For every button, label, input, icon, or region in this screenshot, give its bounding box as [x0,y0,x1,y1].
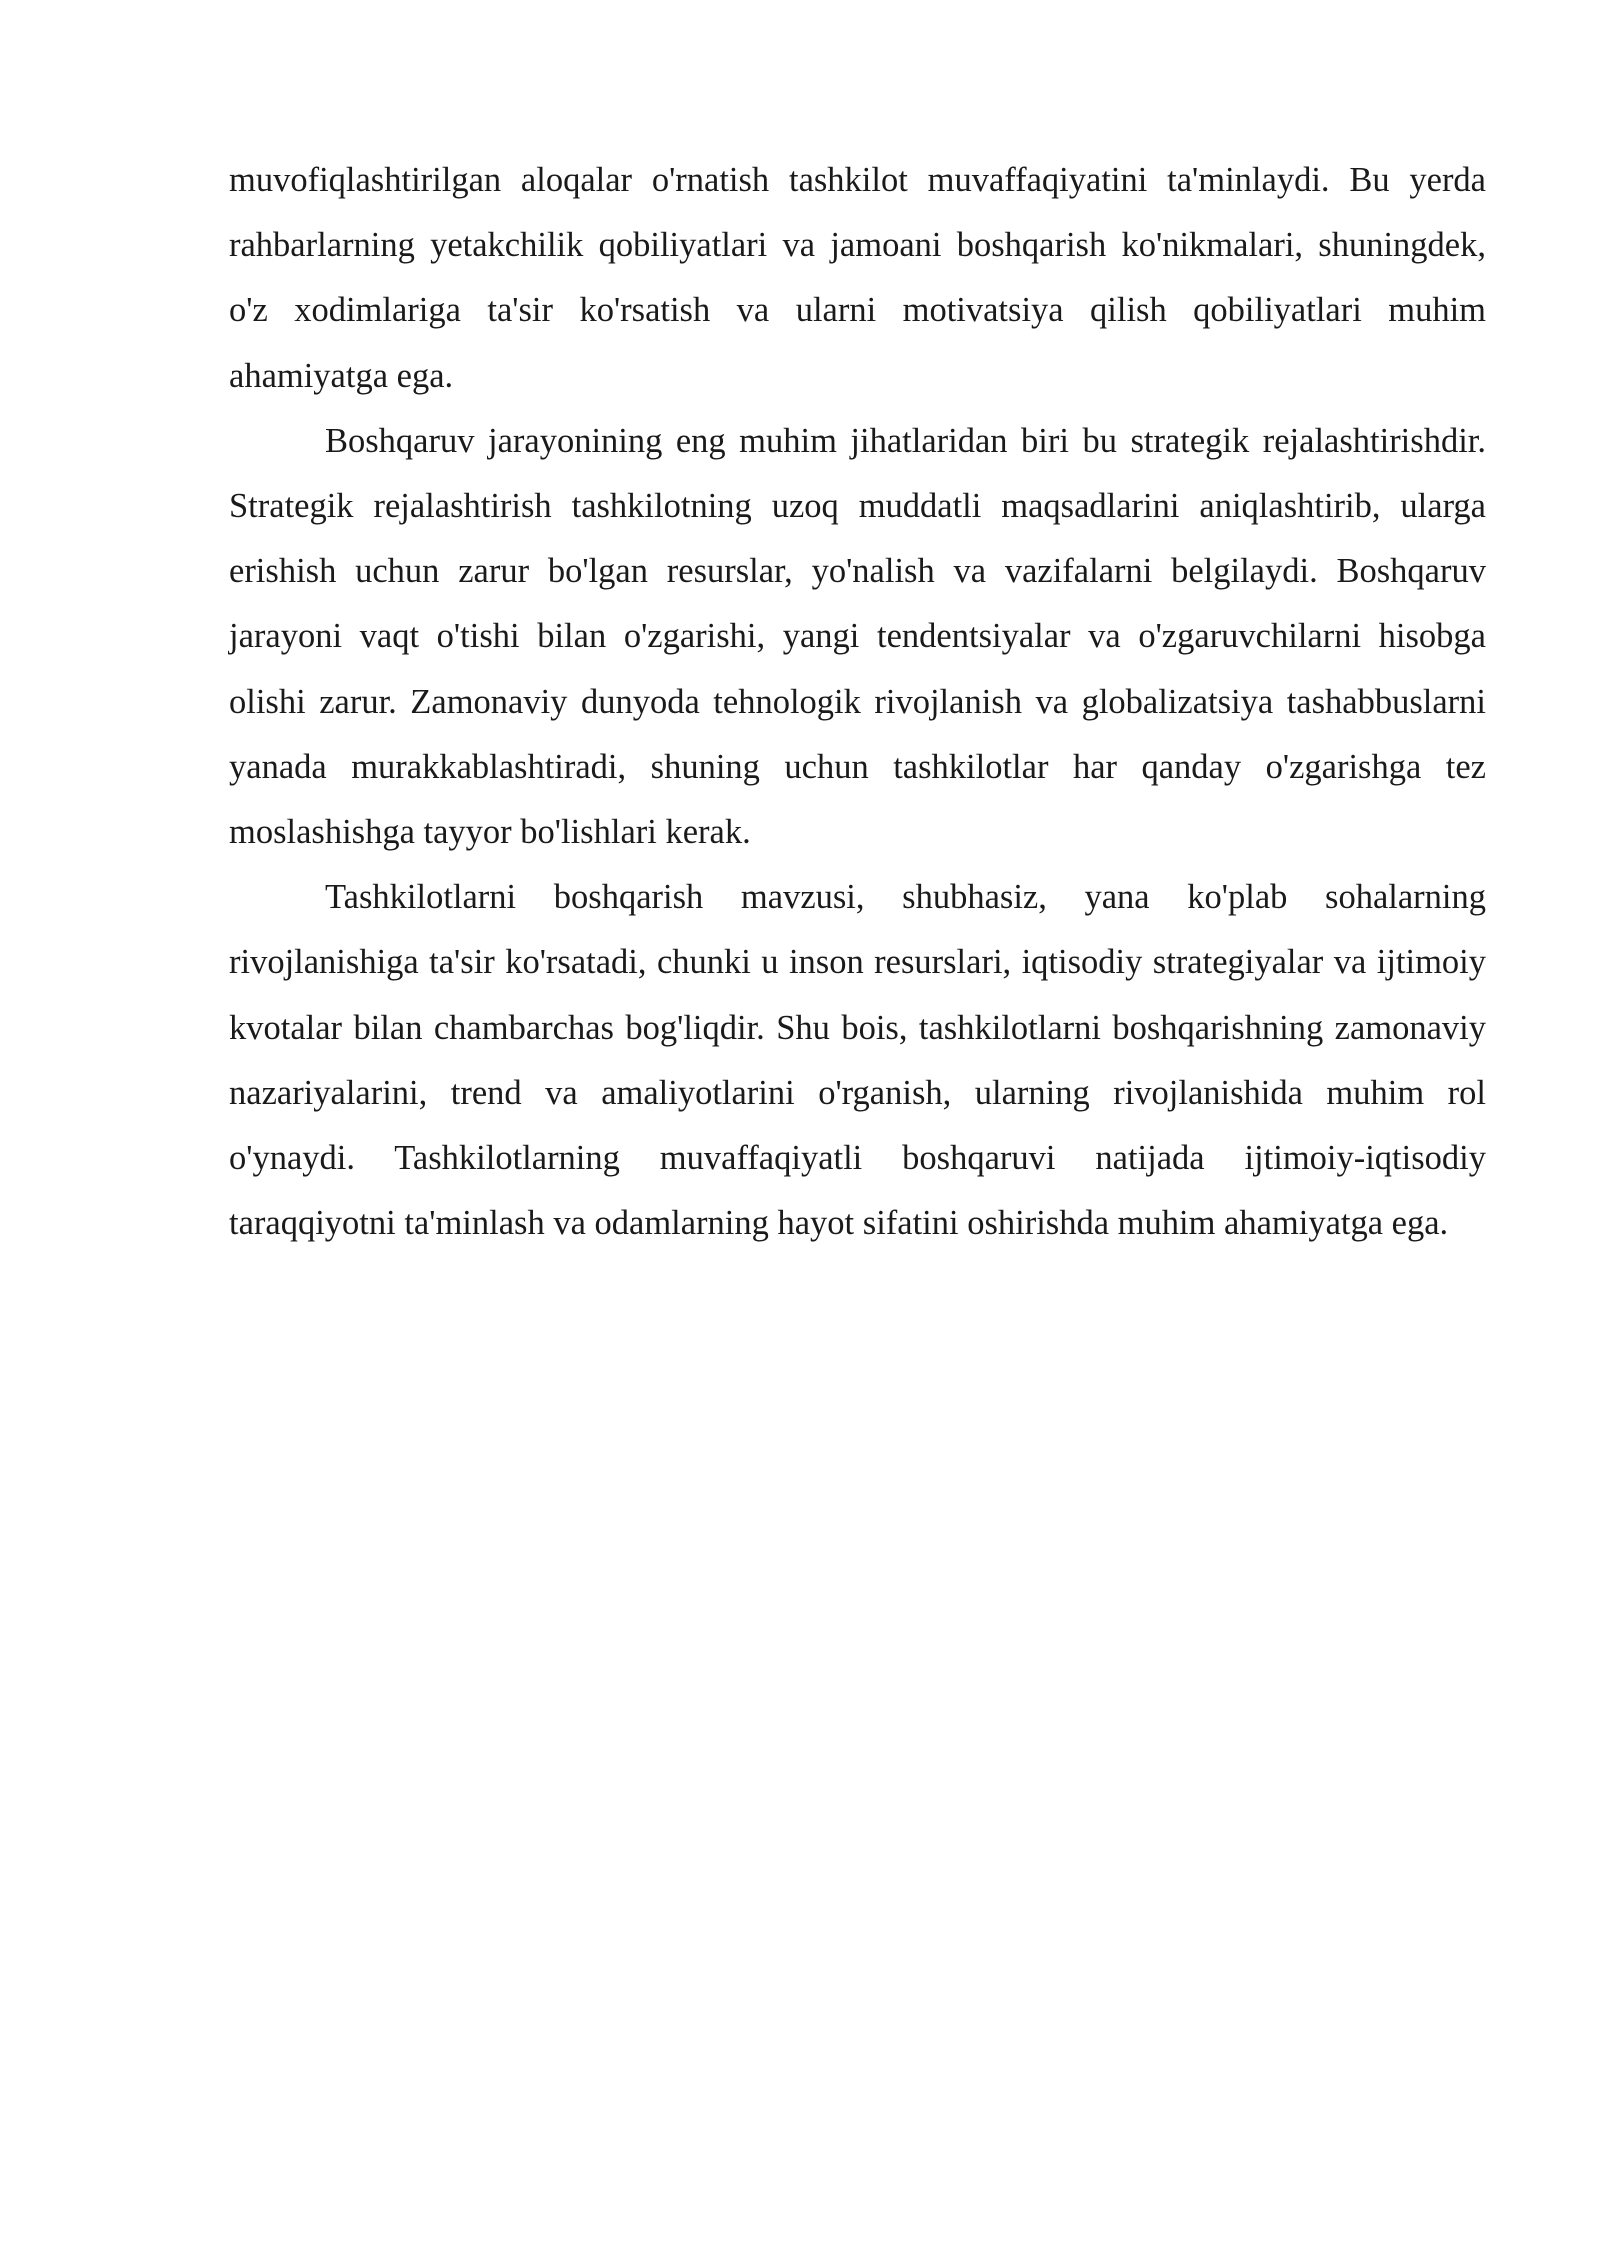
paragraph-organization-management: Tashkilotlarni boshqarish mavzusi, shubhasiz, yana ko'plab sohalarning rivojlanishiga ta'sir ko'rsatadi, chunki u inson resurslari, iqtisodiy strategiyalar va ijtimoiy kvotalar bilan chambarchas bog'liqdir. Shu bois, tashkilotlarni boshqarishning zamonaviy nazariyalarini, trend va amaliyotlarini o'rganish, ularning rivojlanishida muhim rol o'ynaydi. Tashkilotlarning muvaffaqiyatli boshqaruvi natijada ijtimoiy-iqtisodiy taraqqiyotni ta'minlash va odamlarning hayot sifatini oshirishda muhim ahamiyatga ega. [229,878,1486,1243]
paragraph-strategic-planning: Boshqaruv jarayonining eng muhim jihatlaridan biri bu strategik rejalashtirishdir. Strategik rejalashtirish tashkilotning uzoq muddatli maqsadlarini aniqlashtirib, ularga erishish uchun zarur bo'lgan resurslar, yo'nalish va vazifalarni belgilaydi. Boshqaruv jarayoni vaqt o'tishi bilan o'zgarishi, yangi tendentsiyalar va o'zgaruvchilarni hisobga olishi zarur. Zamonaviy dunyoda tehnologik rivojlanish va globalizatsiya tashabbuslarni yanada murakkablashtiradi, shuning uchun tashkilotlar har qanday o'zgarishga tez moslashishga tayyor bo'lishlari kerak. [229,421,1486,852]
document-body [229,148,1486,1256]
paragraph-continued: muvofiqlashtirilgan aloqalar o'rnatish tashkilot muvaffaqiyatini ta'minlaydi. Bu yerda rahbarlarning yetakchilik qobiliyatlari va jamoani boshqarish ko'nikmalari, shuningdek, o'z xodimlariga ta'sir ko'rsatish va ularni motivatsiya qilish qobiliyatlari muhim ahamiyatga ega. [229,161,1486,395]
